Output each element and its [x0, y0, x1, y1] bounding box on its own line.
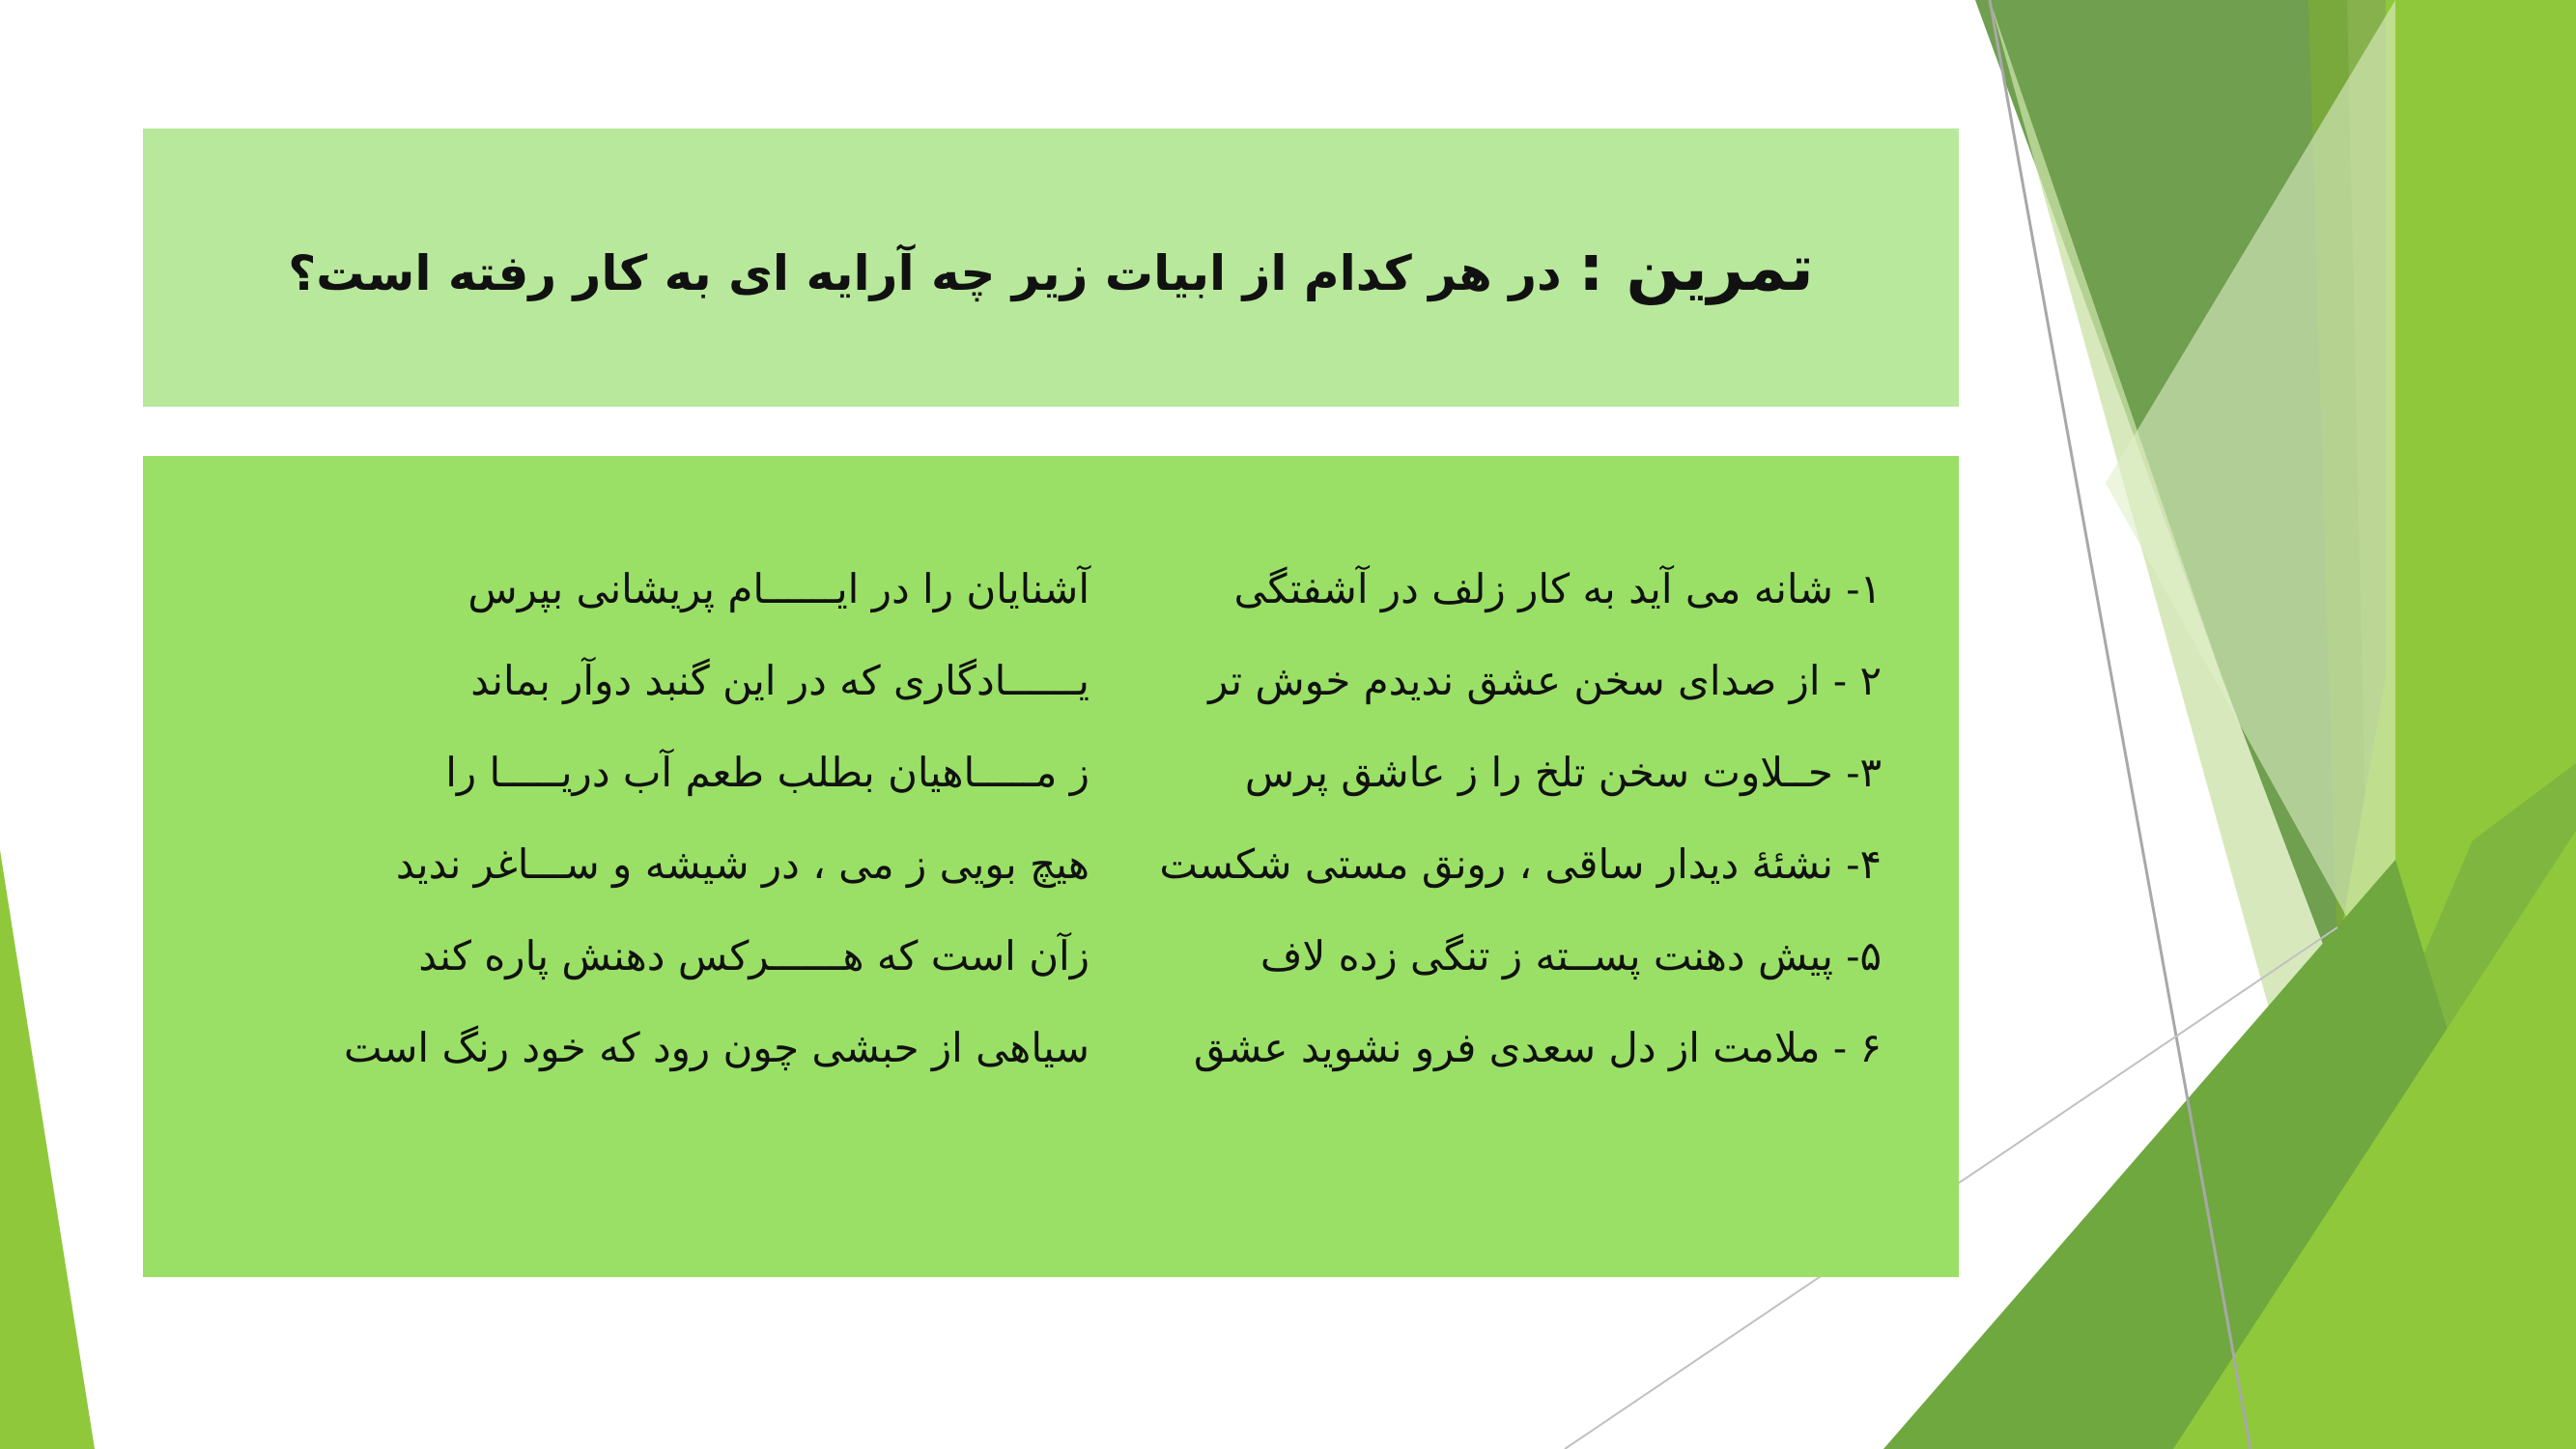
verse-first-hemistich: ۵- پیش دهنت پســته ز تنگی زده لاف [1260, 932, 1882, 980]
verse-first-hemistich: ۶ - ملامت از دل سعدی فرو نشوید عشق [1193, 1024, 1882, 1071]
verse-second-hemistich: آشنایان را در ایــــــام پریشانی بپرس [467, 565, 1090, 612]
verse-first-hemistich: ۱- شانه می آید به کار زلف در آشفتگی [1233, 565, 1882, 612]
verse-row [143, 910, 1959, 1002]
verse-row [143, 1002, 1959, 1094]
verse-first-hemistich: ۲ - از صدای سخن عشق ندیدم خوش تر [1208, 657, 1882, 704]
deco-shape-left-wedge [0, 850, 95, 1449]
verse-second-hemistich: سیاهی از حبشی چون رود که خود رنگ است [344, 1024, 1090, 1071]
verse-second-hemistich: هیچ بویی ز می ، در شیشه و ســـاغر ندید [395, 840, 1090, 888]
verse-first-hemistich: ۳- حــلاوت سخن تلخ را ز عاشق پرس [1244, 749, 1882, 796]
verse-second-hemistich: ز مـــــاهیان بطلب طعم آب دریـــــا را [445, 749, 1090, 796]
title-label: تمرین : [1578, 230, 1814, 305]
page-title [288, 231, 1814, 305]
verse-row [143, 726, 1959, 818]
verse-row [143, 635, 1959, 726]
verse-second-hemistich: یــــــادگاری که در این گنبد دوآر بماند [470, 657, 1090, 704]
verse-second-hemistich: زآن است که هــــــرکس دهنش پاره کند [418, 932, 1090, 980]
title-banner [143, 128, 1959, 407]
title-question: در هر کدام از ابیات زیر چه آرایه ای به کار رفته است؟ [288, 244, 1562, 301]
verse-first-hemistich: ۴- نشئۀ دیدار ساقی ، رونق مستی شکست [1159, 840, 1882, 888]
verse-row [143, 543, 1959, 635]
verses-panel [143, 456, 1959, 1277]
verse-row [143, 818, 1959, 910]
